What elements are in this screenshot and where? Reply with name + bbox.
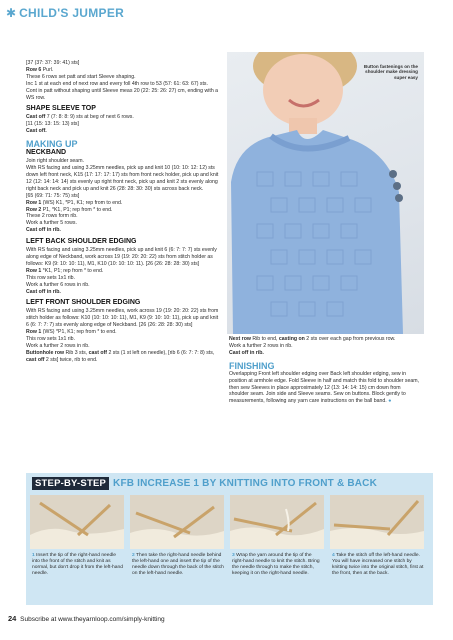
stitch-count: [11 (15: 13: 15: 13) sts] (26, 121, 79, 128)
page-title: CHILD'S JUMPER (19, 6, 125, 20)
pattern-text: With RS facing and using 3.25mm needles, pick up and knit 10 (10: 10: 12: 12) sts down left front neck, K15 (17: 17: 17: 17) sts from front neck holder, pick up and knit 12 (12: 14: 14: 14) sts evenly up right front neck, pick up and knit 2 sts evenly along right back neck and pick up and knit 26 (28: 28: 30: 30) sts across back neck. (26, 165, 219, 192)
step-4 (330, 495, 424, 577)
pattern-text: Work a further 6 rows in rib. (26, 281, 90, 288)
section-heading-making-up: MAKING UP (26, 139, 78, 150)
strip-title (32, 478, 377, 489)
row-6: Row 6 Purl. (26, 66, 54, 73)
page-header (6, 6, 124, 20)
step-2 (130, 495, 224, 577)
pattern-text: Cast off in rib. (229, 349, 264, 356)
pattern-text: Row 1 *K1, P1; rep from * to end. (26, 267, 104, 274)
step-caption: 4 Take the stitch off the left-hand needle. You will have increased one stitch by knitting twice into the original stitch, first at the front, then at the back. (332, 553, 424, 576)
pattern-text: Cast off. (26, 128, 47, 135)
pattern-text: Cast off 7 (7: 8: 8: 9) sts at beg of next 6 rows. (26, 114, 134, 121)
section-heading: SHAPE SLEEVE TOP (26, 105, 96, 113)
stitch-count: [65 (69: 71: 75: 75) sts] (26, 192, 80, 199)
step-photo (30, 495, 124, 549)
stitch-count: [37 (37: 37: 39: 41) sts] (26, 60, 80, 66)
pattern-text: These 2 rows form rib. (26, 213, 78, 220)
step-caption: 3 Wrap the yarn around the tip of the right-hand needle to knit the stitch. Bring the needle through to make the stitch, keeping it on the right-hand needle. (232, 553, 320, 576)
pattern-text: Work a further 2 rows in rib. (26, 343, 90, 349)
pattern-text: This row sets 1x1 rib. (26, 274, 76, 281)
step-by-step-label: STEP-BY-STEP (32, 477, 109, 490)
pattern-text: Work a further 2 rows in rib. (229, 342, 293, 349)
step-1 (30, 495, 124, 577)
pattern-text: These 6 rows set patt and start Sleeve shaping. (26, 73, 136, 80)
pattern-text: Row 1 (WS) K1, *P1, K1; rep from to end. (26, 199, 123, 206)
pattern-text: Cast off in rib. (26, 288, 61, 295)
step-photo (230, 495, 324, 549)
snowflake-icon: ✱ (6, 6, 17, 20)
pattern-text: With RS facing and using 3.25mm needles, pick up and knit 6 (6: 7: 7: 7) sts evenly along edge of Neckband, work across 19 (19: 20: 20: 22) sts from stitch holder as follows: K9 (9: 10: 10: 11), M1, K10 (10: 10: 10: 11). [26 (26: 28: 28: 30) sts] (26, 247, 217, 267)
pattern-text: Inc 1 st at each end of next row and every foll 4th row to 53 (57: 61: 63: 67) sts. (26, 80, 208, 87)
section-heading-finishing: FINISHING (229, 360, 275, 371)
pattern-text: Next row Rib to end, casting on 2 sts over each gap from previous row. (229, 336, 396, 342)
pattern-text: Row 1 (WS) *P1, K1; rep from * to end. (26, 329, 117, 336)
photo-caption: Button fastenings on the shoulder make dressing super easy (363, 64, 418, 80)
step-3 (230, 495, 324, 577)
dot-icon: ● (388, 398, 392, 405)
pattern-text: Overlapping Front left shoulder edging over Back left shoulder edging, sew in position at armhole edge. Fold Sleeve in half and match this fold to shoulder seam, then sew Sleeves in place approximately 12 (13: 14: 14: 15) cm down from shoulder seam. Join side and Sleeve seams. Sew on buttons. Block gently to measurements, following any yarn care instructions on the ball band. ● (229, 370, 420, 405)
step-photo (330, 495, 424, 549)
section-heading: LEFT FRONT SHOULDER EDGING (26, 299, 141, 307)
page-number: 24 (8, 614, 17, 623)
step-caption: 1 Insert the tip of the right-hand needle into the front of the stitch and knit as normal, but don't drop it from the left-hand needle. (32, 553, 123, 576)
pattern-left-column (26, 60, 222, 364)
child-jumper-illustration (227, 52, 424, 334)
subscribe-link[interactable]: Subscribe at www.theyarnloop.com/simply-knitting (20, 616, 165, 623)
technique-title: KFB INCREASE 1 BY KNITTING INTO FRONT & BACK (113, 478, 378, 489)
jumper-photo (227, 52, 424, 334)
step-photo (130, 495, 224, 549)
step-by-step-panel (26, 473, 433, 605)
section-heading: LEFT BACK SHOULDER EDGING (26, 238, 137, 246)
pattern-text: With RS facing and using 3.25mm needles, work across 19 (19: 20: 20: 22) sts from stitch holder as follows: K10 (10: 10: 10: 11), M1, K9 (9: 10: 10: 11), pick up and knit 6 (6: 7: 7: 7) sts evenly along edge of Neckband. [26 (26: 28: 28: 30) sts] (26, 308, 219, 329)
pattern-text: This row sets 1x1 rib. (26, 336, 76, 343)
pattern-right-column (229, 336, 421, 405)
button-icon (389, 170, 397, 178)
pattern-text: Work a further 5 rows. (26, 220, 77, 227)
pattern-text: Buttonhole row Rib 3 sts, cast off 2 sts (1 st left on needle), [rib 6 (6: 7: 7: 8) sts, cast off 2 sts] twice, rib to end. (26, 349, 215, 363)
pattern-text: Cast off in rib. (26, 227, 61, 234)
pattern-text: Row 2 P1, *K1, P1; rep from * to end. (26, 206, 113, 213)
page-footer (8, 614, 165, 623)
pattern-text: Join right shoulder seam. (26, 158, 84, 165)
pattern-text: Cont in patt without shaping until Sleeve meas 20 (22: 25: 26: 27) cm, ending with a WS row. (26, 87, 219, 101)
step-caption: 2 Then take the right-hand needle behind the left-hand one and insert the tip of the needle down through the back of the stitch on the left-hand needle. (132, 553, 224, 576)
section-heading: NECKBAND (26, 149, 67, 157)
